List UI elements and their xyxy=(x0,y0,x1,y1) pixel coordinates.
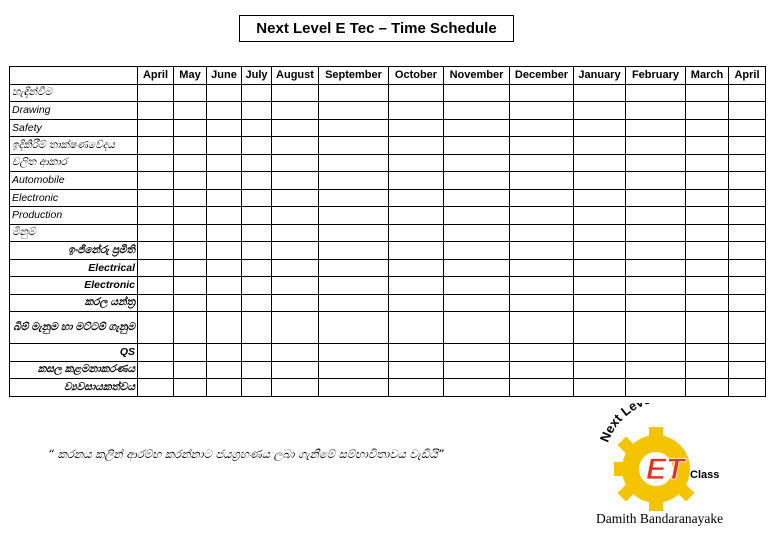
schedule-cell[interactable] xyxy=(138,154,174,172)
schedule-cell[interactable] xyxy=(729,224,766,242)
schedule-cell[interactable] xyxy=(686,224,729,242)
schedule-cell[interactable] xyxy=(207,84,242,102)
schedule-cell[interactable] xyxy=(174,189,207,207)
schedule-cell[interactable] xyxy=(510,294,574,312)
schedule-cell[interactable] xyxy=(574,207,626,225)
table-row xyxy=(10,154,766,172)
schedule-cell[interactable] xyxy=(729,137,766,155)
schedule-cell[interactable] xyxy=(686,189,729,207)
schedule-cell[interactable] xyxy=(207,207,242,225)
schedule-cell[interactable] xyxy=(626,154,686,172)
schedule-cell[interactable] xyxy=(389,137,444,155)
schedule-cell[interactable] xyxy=(686,259,729,277)
page-title: Next Level E Tec – Time Schedule xyxy=(239,15,514,42)
row-label: චලිත ආකාර xyxy=(10,154,138,172)
schedule-cell[interactable] xyxy=(626,137,686,155)
schedule-cell[interactable] xyxy=(389,84,444,102)
schedule-cell[interactable] xyxy=(319,259,389,277)
schedule-cell[interactable] xyxy=(444,207,510,225)
schedule-cell[interactable] xyxy=(242,172,272,190)
schedule-cell[interactable] xyxy=(574,379,626,397)
schedule-cell[interactable] xyxy=(510,84,574,102)
table-row xyxy=(10,259,766,277)
schedule-cell[interactable] xyxy=(174,154,207,172)
schedule-cell[interactable] xyxy=(207,137,242,155)
schedule-cell[interactable] xyxy=(174,361,207,379)
author-name: Damith Bandaranayake xyxy=(596,511,724,526)
schedule-cell[interactable] xyxy=(174,172,207,190)
schedule-cell[interactable] xyxy=(138,379,174,397)
schedule-cell[interactable] xyxy=(207,294,242,312)
schedule-cell[interactable] xyxy=(138,172,174,190)
row-label: Safety xyxy=(10,119,138,137)
month-header-3: July xyxy=(242,67,272,85)
schedule-cell[interactable] xyxy=(242,294,272,312)
schedule-cell[interactable] xyxy=(626,207,686,225)
schedule-cell[interactable] xyxy=(319,361,389,379)
schedule-cell[interactable] xyxy=(444,189,510,207)
schedule-cell[interactable] xyxy=(729,294,766,312)
schedule-cell[interactable] xyxy=(319,294,389,312)
schedule-cell[interactable] xyxy=(574,294,626,312)
schedule-cell[interactable] xyxy=(444,224,510,242)
schedule-cell[interactable] xyxy=(686,137,729,155)
table-row xyxy=(10,119,766,137)
schedule-cell[interactable] xyxy=(389,294,444,312)
schedule-cell[interactable] xyxy=(319,379,389,397)
schedule-cell[interactable] xyxy=(242,154,272,172)
schedule-cell[interactable] xyxy=(174,207,207,225)
schedule-cell[interactable] xyxy=(626,189,686,207)
schedule-cell[interactable] xyxy=(207,379,242,397)
schedule-cell[interactable] xyxy=(319,242,389,260)
schedule-cell[interactable] xyxy=(319,224,389,242)
corner-cell xyxy=(10,67,138,85)
schedule-cell[interactable] xyxy=(686,84,729,102)
schedule-cell[interactable] xyxy=(207,312,242,344)
schedule-cell[interactable] xyxy=(174,312,207,344)
table-row xyxy=(10,344,766,362)
schedule-cell[interactable] xyxy=(626,312,686,344)
row-label: Electronic xyxy=(10,189,138,207)
schedule-cell[interactable] xyxy=(444,277,510,295)
schedule-cell[interactable] xyxy=(242,102,272,120)
schedule-cell[interactable] xyxy=(319,119,389,137)
schedule-cell[interactable] xyxy=(389,379,444,397)
table-row xyxy=(10,361,766,379)
table-row xyxy=(10,242,766,260)
schedule-cell[interactable] xyxy=(242,277,272,295)
schedule-cell[interactable] xyxy=(444,242,510,260)
schedule-cell[interactable] xyxy=(242,137,272,155)
schedule-cell[interactable] xyxy=(272,242,319,260)
schedule-cell[interactable] xyxy=(729,154,766,172)
schedule-cell[interactable] xyxy=(574,119,626,137)
schedule-cell[interactable] xyxy=(389,277,444,295)
schedule-cell[interactable] xyxy=(319,84,389,102)
schedule-cell[interactable] xyxy=(319,277,389,295)
schedule-cell[interactable] xyxy=(272,259,319,277)
schedule-cell[interactable] xyxy=(272,207,319,225)
schedule-cell[interactable] xyxy=(510,259,574,277)
row-label: Production xyxy=(10,207,138,225)
schedule-cell[interactable] xyxy=(207,344,242,362)
schedule-cell[interactable] xyxy=(686,294,729,312)
schedule-cell[interactable] xyxy=(686,344,729,362)
schedule-cell[interactable] xyxy=(174,379,207,397)
schedule-cell[interactable] xyxy=(207,119,242,137)
row-label: Electrical xyxy=(10,259,138,277)
schedule-cell[interactable] xyxy=(207,242,242,260)
schedule-cell[interactable] xyxy=(510,172,574,190)
schedule-cell[interactable] xyxy=(510,361,574,379)
schedule-cell[interactable] xyxy=(242,344,272,362)
schedule-cell[interactable] xyxy=(729,361,766,379)
schedule-cell[interactable] xyxy=(272,361,319,379)
schedule-cell[interactable] xyxy=(138,84,174,102)
schedule-cell[interactable] xyxy=(686,102,729,120)
schedule-cell[interactable] xyxy=(626,294,686,312)
schedule-cell[interactable] xyxy=(686,277,729,295)
table-row xyxy=(10,294,766,312)
schedule-cell[interactable] xyxy=(389,242,444,260)
schedule-cell[interactable] xyxy=(242,84,272,102)
schedule-cell[interactable] xyxy=(444,119,510,137)
schedule-cell[interactable] xyxy=(626,242,686,260)
table-row xyxy=(10,207,766,225)
schedule-cell[interactable] xyxy=(272,172,319,190)
schedule-cell[interactable] xyxy=(389,207,444,225)
schedule-cell[interactable] xyxy=(626,277,686,295)
schedule-cell[interactable] xyxy=(444,312,510,344)
schedule-cell[interactable] xyxy=(574,361,626,379)
schedule-cell[interactable] xyxy=(272,189,319,207)
schedule-cell[interactable] xyxy=(444,361,510,379)
schedule-cell[interactable] xyxy=(510,102,574,120)
schedule-cell[interactable] xyxy=(207,224,242,242)
table-row xyxy=(10,137,766,155)
schedule-cell[interactable] xyxy=(272,154,319,172)
row-label: කසල කළමනාකරණය xyxy=(10,361,138,379)
schedule-cell[interactable] xyxy=(272,294,319,312)
schedule-cell[interactable] xyxy=(389,312,444,344)
schedule-cell[interactable] xyxy=(444,172,510,190)
schedule-cell[interactable] xyxy=(729,189,766,207)
schedule-cell[interactable] xyxy=(626,344,686,362)
schedule-cell[interactable] xyxy=(626,379,686,397)
schedule-cell[interactable] xyxy=(574,344,626,362)
schedule-cell[interactable] xyxy=(138,277,174,295)
schedule-cell[interactable] xyxy=(138,119,174,137)
schedule-cell[interactable] xyxy=(389,154,444,172)
schedule-cell[interactable] xyxy=(510,312,574,344)
schedule-cell[interactable] xyxy=(626,259,686,277)
schedule-cell[interactable] xyxy=(729,84,766,102)
schedule-cell[interactable] xyxy=(444,259,510,277)
schedule-cell[interactable] xyxy=(207,154,242,172)
schedule-cell[interactable] xyxy=(272,379,319,397)
schedule-cell[interactable] xyxy=(574,189,626,207)
schedule-cell[interactable] xyxy=(389,259,444,277)
schedule-cell[interactable] xyxy=(389,224,444,242)
row-label: Drawing xyxy=(10,102,138,120)
schedule-cell[interactable] xyxy=(272,119,319,137)
schedule-cell[interactable] xyxy=(174,102,207,120)
schedule-cell[interactable] xyxy=(686,154,729,172)
schedule-cell[interactable] xyxy=(729,379,766,397)
schedule-cell[interactable] xyxy=(510,154,574,172)
next-level-logo xyxy=(594,403,744,513)
schedule-cell[interactable] xyxy=(686,361,729,379)
schedule-cell[interactable] xyxy=(174,119,207,137)
schedule-cell[interactable] xyxy=(207,361,242,379)
row-label: ව්‍යවසායකත්වය xyxy=(10,379,138,397)
row-label: මිනුම් xyxy=(10,224,138,242)
month-header-9: January xyxy=(574,67,626,85)
schedule-cell[interactable] xyxy=(174,242,207,260)
schedule-cell[interactable] xyxy=(444,137,510,155)
schedule-cell[interactable] xyxy=(574,277,626,295)
schedule-cell[interactable] xyxy=(272,102,319,120)
schedule-cell[interactable] xyxy=(444,344,510,362)
schedule-cell[interactable] xyxy=(319,137,389,155)
month-header-row xyxy=(10,67,766,85)
schedule-cell[interactable] xyxy=(319,154,389,172)
row-label: බිම් මැනුම හා මට්ටම් ගැනුම xyxy=(10,312,138,344)
schedule-cell[interactable] xyxy=(207,259,242,277)
month-header-4: August xyxy=(272,67,319,85)
schedule-cell[interactable] xyxy=(138,242,174,260)
schedule-cell[interactable] xyxy=(729,312,766,344)
schedule-cell[interactable] xyxy=(574,154,626,172)
schedule-cell[interactable] xyxy=(389,172,444,190)
row-label: ඉංජිනේරු ප්‍රමිති xyxy=(10,242,138,260)
time-schedule-table xyxy=(9,66,766,397)
schedule-cell[interactable] xyxy=(272,344,319,362)
table-row xyxy=(10,379,766,397)
schedule-cell[interactable] xyxy=(729,344,766,362)
schedule-cell[interactable] xyxy=(626,172,686,190)
schedule-cell[interactable] xyxy=(272,277,319,295)
schedule-cell[interactable] xyxy=(729,207,766,225)
schedule-cell[interactable] xyxy=(138,294,174,312)
schedule-cell[interactable] xyxy=(626,119,686,137)
schedule-cell[interactable] xyxy=(444,294,510,312)
schedule-cell[interactable] xyxy=(574,102,626,120)
logo-mark: ET xyxy=(646,453,685,486)
month-header-7: November xyxy=(444,67,510,85)
schedule-cell[interactable] xyxy=(444,84,510,102)
schedule-cell[interactable] xyxy=(626,224,686,242)
schedule-cell[interactable] xyxy=(510,119,574,137)
schedule-cell[interactable] xyxy=(242,379,272,397)
schedule-cell[interactable] xyxy=(319,172,389,190)
schedule-cell[interactable] xyxy=(510,379,574,397)
schedule-cell[interactable] xyxy=(389,102,444,120)
month-header-10: February xyxy=(626,67,686,85)
schedule-cell[interactable] xyxy=(272,312,319,344)
schedule-cell[interactable] xyxy=(319,312,389,344)
schedule-cell[interactable] xyxy=(138,259,174,277)
month-header-1: May xyxy=(174,67,207,85)
schedule-cell[interactable] xyxy=(626,361,686,379)
schedule-cell[interactable] xyxy=(242,119,272,137)
row-label: QS xyxy=(10,344,138,362)
schedule-cell[interactable] xyxy=(574,312,626,344)
schedule-cell[interactable] xyxy=(389,361,444,379)
table-row xyxy=(10,172,766,190)
table-row xyxy=(10,312,766,344)
schedule-cell[interactable] xyxy=(319,102,389,120)
schedule-cell[interactable] xyxy=(207,277,242,295)
schedule-cell[interactable] xyxy=(574,172,626,190)
schedule-cell[interactable] xyxy=(686,242,729,260)
schedule-cell[interactable] xyxy=(444,379,510,397)
schedule-cell[interactable] xyxy=(686,379,729,397)
schedule-cell[interactable] xyxy=(138,224,174,242)
schedule-cell[interactable] xyxy=(272,84,319,102)
month-header-8: December xyxy=(510,67,574,85)
schedule-cell[interactable] xyxy=(729,119,766,137)
table-row xyxy=(10,102,766,120)
month-header-2: June xyxy=(207,67,242,85)
schedule-cell[interactable] xyxy=(207,189,242,207)
schedule-cell[interactable] xyxy=(574,224,626,242)
schedule-cell[interactable] xyxy=(272,137,319,155)
schedule-cell[interactable] xyxy=(729,277,766,295)
schedule-cell[interactable] xyxy=(729,242,766,260)
schedule-cell[interactable] xyxy=(686,119,729,137)
schedule-cell[interactable] xyxy=(626,102,686,120)
month-header-6: October xyxy=(389,67,444,85)
schedule-cell[interactable] xyxy=(389,119,444,137)
schedule-cell[interactable] xyxy=(686,207,729,225)
schedule-cell[interactable] xyxy=(510,344,574,362)
schedule-cell[interactable] xyxy=(510,207,574,225)
schedule-cell[interactable] xyxy=(574,242,626,260)
row-label: ඉදිකිරීම් තාක්ෂණවේදය xyxy=(10,137,138,155)
schedule-cell[interactable] xyxy=(319,189,389,207)
month-header-0: April xyxy=(138,67,174,85)
schedule-cell[interactable] xyxy=(242,242,272,260)
schedule-cell[interactable] xyxy=(686,172,729,190)
schedule-cell[interactable] xyxy=(242,312,272,344)
month-header-5: September xyxy=(319,67,389,85)
quote-text: “ කරනය කලින් ආරම්භ කරන්නාට ජයග්‍රහණය ලබා ගැනීමේ සම්භාවිතාවය වැඩියි” xyxy=(48,447,444,461)
month-header-11: March xyxy=(686,67,729,85)
schedule-cell[interactable] xyxy=(174,344,207,362)
schedule-cell[interactable] xyxy=(242,361,272,379)
schedule-cell[interactable] xyxy=(242,259,272,277)
schedule-cell[interactable] xyxy=(174,137,207,155)
table-row xyxy=(10,189,766,207)
row-label: කරල යන්ත්‍ර xyxy=(10,294,138,312)
schedule-cell[interactable] xyxy=(272,224,319,242)
row-label: Automobile xyxy=(10,172,138,190)
schedule-cell[interactable] xyxy=(138,344,174,362)
schedule-cell[interactable] xyxy=(174,224,207,242)
schedule-cell[interactable] xyxy=(138,361,174,379)
table-row xyxy=(10,277,766,295)
schedule-cell[interactable] xyxy=(510,137,574,155)
schedule-cell[interactable] xyxy=(389,189,444,207)
schedule-cell[interactable] xyxy=(574,137,626,155)
row-label: හැඳින්වීම xyxy=(10,84,138,102)
schedule-cell[interactable] xyxy=(510,224,574,242)
schedule-cell[interactable] xyxy=(510,242,574,260)
schedule-cell[interactable] xyxy=(174,259,207,277)
schedule-cell[interactable] xyxy=(444,154,510,172)
schedule-cell[interactable] xyxy=(510,189,574,207)
logo-sub-text: Class xyxy=(690,469,720,481)
schedule-cell[interactable] xyxy=(174,84,207,102)
schedule-cell[interactable] xyxy=(174,294,207,312)
schedule-cell[interactable] xyxy=(138,207,174,225)
schedule-cell[interactable] xyxy=(574,84,626,102)
schedule-cell[interactable] xyxy=(242,224,272,242)
month-header-12: April xyxy=(729,67,766,85)
schedule-cell[interactable] xyxy=(138,189,174,207)
schedule-cell[interactable] xyxy=(574,259,626,277)
schedule-cell[interactable] xyxy=(510,277,574,295)
row-label: Electronic xyxy=(10,277,138,295)
schedule-cell[interactable] xyxy=(686,312,729,344)
schedule-cell[interactable] xyxy=(138,137,174,155)
schedule-cell[interactable] xyxy=(138,312,174,344)
schedule-cell[interactable] xyxy=(444,102,510,120)
schedule-cell[interactable] xyxy=(729,259,766,277)
schedule-cell[interactable] xyxy=(138,102,174,120)
schedule-cell[interactable] xyxy=(729,172,766,190)
schedule-cell[interactable] xyxy=(242,189,272,207)
table-row xyxy=(10,84,766,102)
table-row xyxy=(10,224,766,242)
schedule-cell[interactable] xyxy=(626,84,686,102)
schedule-cell[interactable] xyxy=(319,344,389,362)
schedule-cell[interactable] xyxy=(319,207,389,225)
schedule-cell[interactable] xyxy=(389,344,444,362)
schedule-cell[interactable] xyxy=(207,102,242,120)
schedule-cell[interactable] xyxy=(242,207,272,225)
schedule-cell[interactable] xyxy=(174,277,207,295)
schedule-cell[interactable] xyxy=(729,102,766,120)
logo-top-text: Next Le xyxy=(596,403,640,445)
schedule-cell[interactable] xyxy=(207,172,242,190)
